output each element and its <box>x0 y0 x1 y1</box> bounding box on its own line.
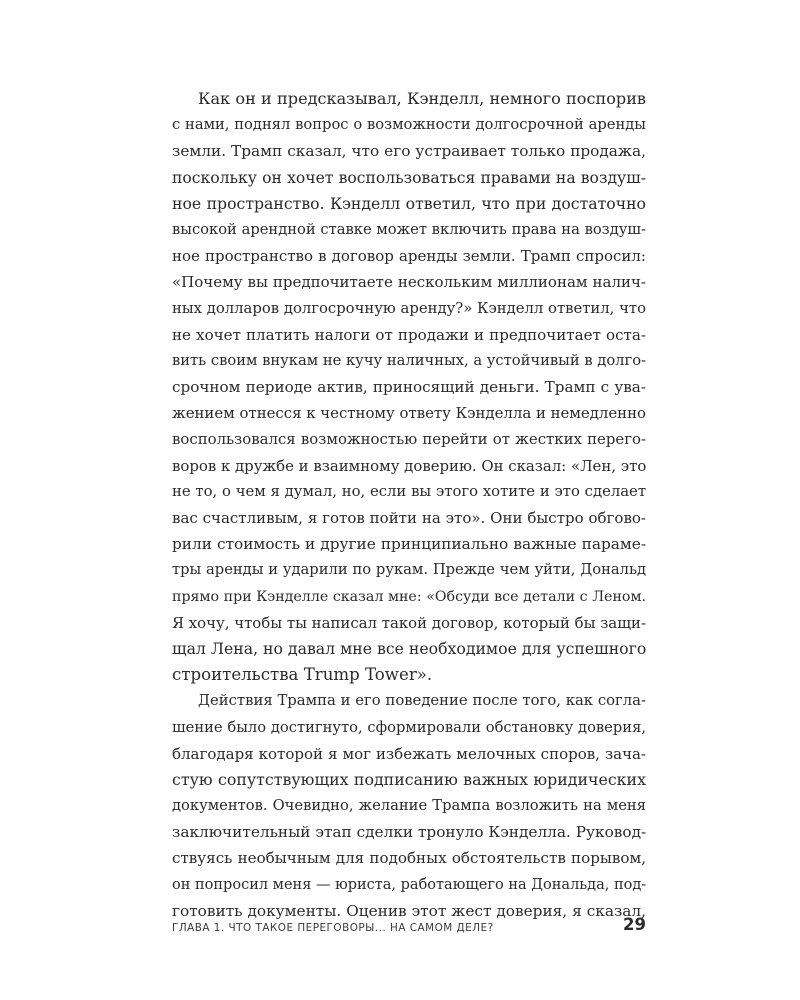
text-line: ное пространство в договор аренды земли. Трамп спросил: <box>172 247 646 266</box>
text-line: тры аренды и ударили по рукам. Прежде чем уйти, Дональд <box>172 561 646 579</box>
text-line: заключительный этап сделки тронуло Кэнделла. Руковод- <box>172 823 647 842</box>
text-line: воров к дружбе и взаимному доверию. Он сказал: «Лен, это <box>172 456 647 475</box>
text-line: вас счастливым, я готов пойти на это». Они быстро обгово- <box>172 509 646 527</box>
page-number: 29 <box>623 915 646 934</box>
text-line: высокой арендной ставке может включить права на воздуш- <box>172 220 646 238</box>
text-line: ных долларов долгосрочную аренду?» Кэнделл ответил, что <box>172 299 646 317</box>
text-line: строительства Trump Tower». <box>172 665 433 685</box>
page-footer <box>172 914 646 942</box>
text-line: прямо при Кэнделле сказал мне: «Обсуди все детали с Леном. <box>172 588 646 605</box>
text-line: «Почему вы предпочитаете нескольким миллионам налич- <box>172 273 646 292</box>
text-line: ствуясь необычным для подобных обстоятельств порывом, <box>172 849 646 868</box>
text-line: ное пространство. Кэнделл ответил, что при достаточно <box>172 193 646 213</box>
text-line: с нами, поднял вопрос о возможности долгосрочной аренды <box>172 116 646 134</box>
text-line: документов. Очевидно, желание Трампа возложить на меня <box>172 797 646 815</box>
text-line: срочном периоде актив, приносящий деньги. Трамп с ува- <box>172 378 646 397</box>
text-line: жением отнесся к честному ответу Кэнделла и немедленно <box>172 404 646 423</box>
text-line: поскольку он хочет воспользоваться правами на воздуш- <box>172 168 646 187</box>
text-line: щал Лена, но давал мне все необходимое для успешного <box>172 638 647 658</box>
text-line: благодаря которой я мог избежать мелочных споров, зача- <box>172 744 646 763</box>
text-line: Я хочу, чтобы ты написал такой договор, который бы защи- <box>172 613 646 632</box>
running-head: ГЛАВА 1. ЧТО ТАКОЕ ПЕРЕГОВОРЫ... НА САМОМ ДЕЛЕ? <box>172 922 494 934</box>
text-line: не то, о чем я думал, но, если вы этого хотите и это сделает <box>172 482 646 500</box>
text-line: Как он и предсказывал, Кэнделл, немного поспорив <box>198 89 646 108</box>
text-line: стую сопутствующих подписанию важных юридических <box>172 769 646 789</box>
text-line: воспользовался возможностью перейти от жестких перего- <box>172 430 646 449</box>
text-line: земли. Трамп сказал, что его устраивает только продажа, <box>172 142 646 161</box>
text-line: шение было достигнуто, сформировали обстановку доверия, <box>172 718 646 736</box>
text-line: готовить документы. Оценив этот жест доверия, я сказал, <box>172 901 646 920</box>
text-line: Действия Трампа и его поведение после того, как согла- <box>198 692 646 710</box>
text-line: не хочет платить налоги от продажи и предпочитает оста- <box>172 325 646 344</box>
text-line: он попросил меня — юриста, работающего на Дональда, под- <box>172 876 647 893</box>
body-text <box>172 86 646 924</box>
text-line: вить своим внукам не кучу наличных, а устойчивый в долго- <box>172 351 646 369</box>
text-line: рили стоимость и другие принципиально важные параме- <box>172 535 646 554</box>
